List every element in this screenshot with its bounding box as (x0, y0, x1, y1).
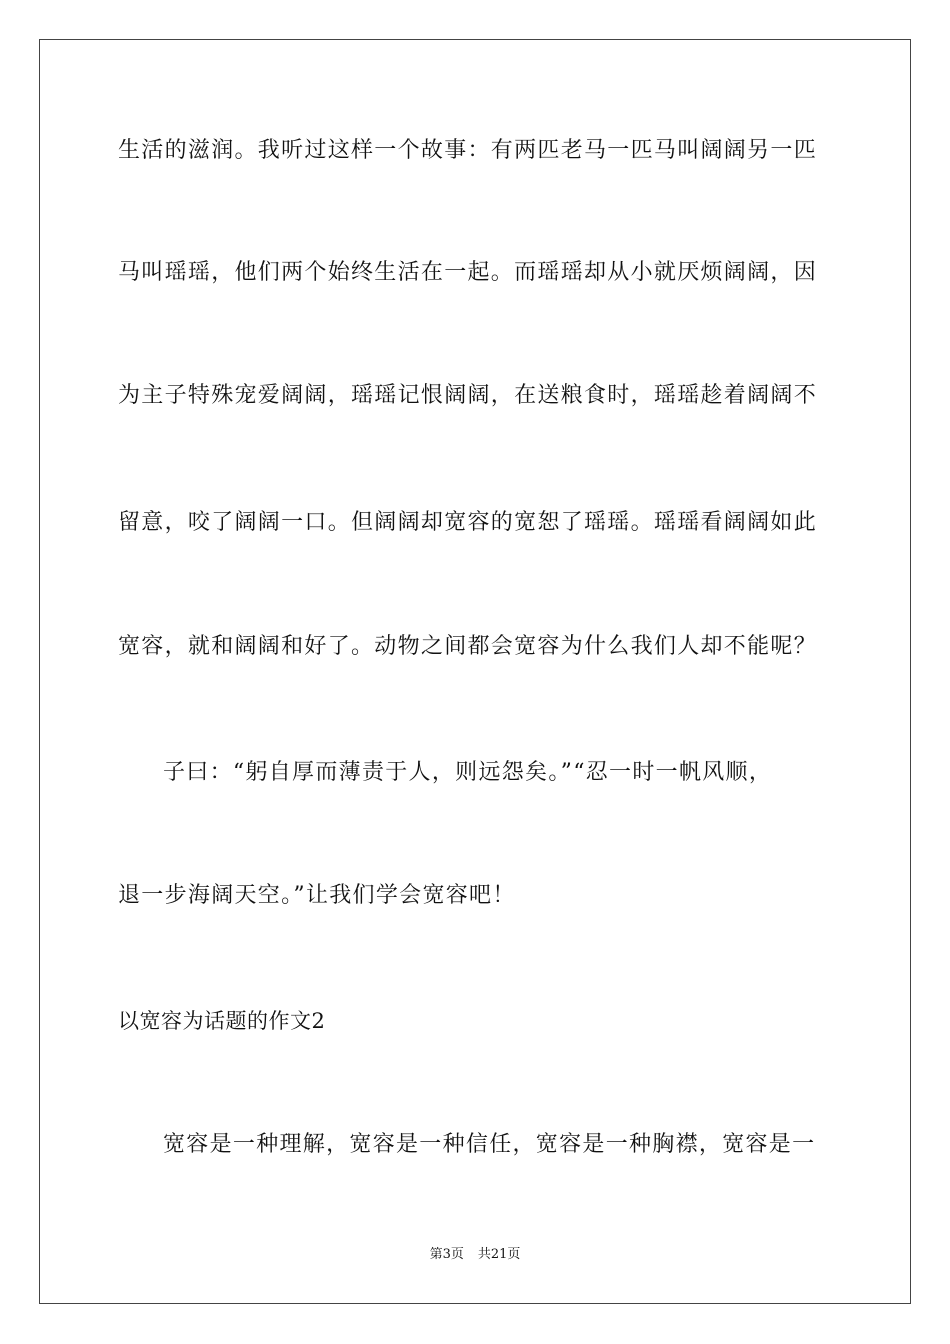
quote-line-2: 退一步海阔天空。”让我们学会宽容吧！ (118, 883, 516, 908)
paragraph-line-5: 宽容，就和阔阔和好了。动物之间都会宽容为什么我们人却不能呢？ (118, 634, 818, 659)
quote-line-1: 子曰：“躬自厚而薄责于人，则远怨矣。”“忍一时一帆风顺， (163, 760, 773, 785)
page-footer (0, 1246, 950, 1264)
section-heading: 以宽容为话题的作文2 (118, 1009, 326, 1033)
paragraph-line-1: 生活的滋润。我听过这样一个故事：有两匹老马一匹马叫阔阔另一匹 (118, 138, 818, 163)
paragraph-line-4: 留意，咬了阔阔一口。但阔阔却宽容的宽恕了瑶瑶。瑶瑶看阔阔如此 (118, 510, 818, 535)
page-border (39, 39, 911, 1304)
paragraph-line-2: 马叫瑶瑶，他们两个始终生活在一起。而瑶瑶却从小就厌烦阔阔，因 (118, 260, 818, 285)
paragraph-line-3: 为主子特殊宠爱阔阔，瑶瑶记恨阔阔，在送粮食时，瑶瑶趁着阔阔不 (118, 383, 818, 408)
page-number: 第3页 (429, 1247, 464, 1262)
page-total: 共21页 (477, 1247, 521, 1262)
section-first-line: 宽容是一种理解，宽容是一种信任，宽容是一种胸襟，宽容是一 (163, 1132, 816, 1157)
